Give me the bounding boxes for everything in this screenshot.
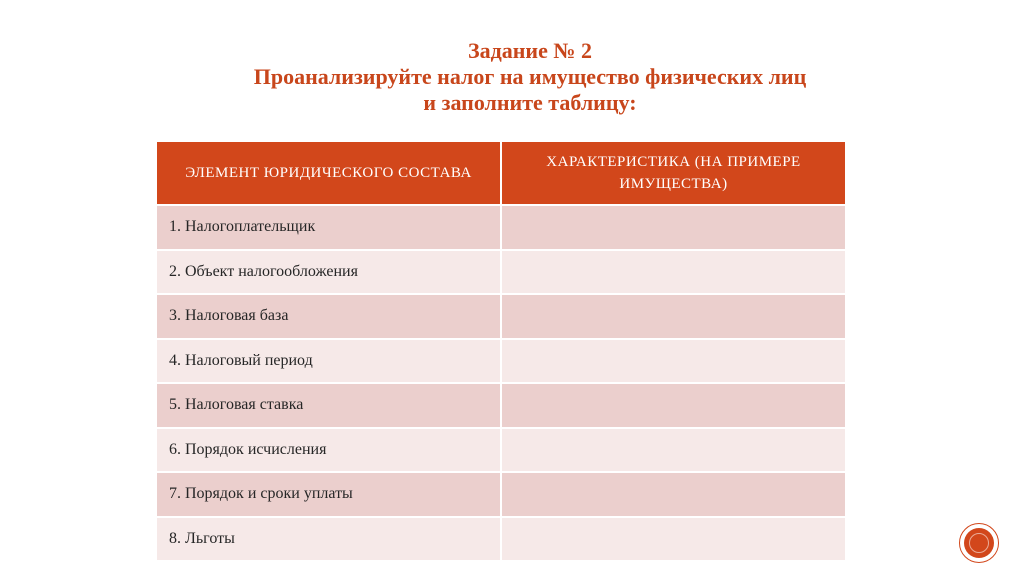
- slide-title: [100, 38, 960, 116]
- row-characteristic-cell[interactable]: [501, 517, 845, 561]
- row-characteristic-cell[interactable]: [501, 428, 845, 473]
- table-header-row: [157, 142, 845, 205]
- row-characteristic-cell[interactable]: [501, 472, 845, 517]
- table-row: [157, 205, 845, 250]
- row-element-cell: 3. Налоговая база: [157, 294, 501, 339]
- row-characteristic-cell[interactable]: [501, 205, 845, 250]
- table-row: [157, 383, 845, 428]
- row-element-cell: 6. Порядок исчисления: [157, 428, 501, 473]
- row-characteristic-cell[interactable]: [501, 294, 845, 339]
- row-element-cell: 1. Налогоплательщик: [157, 205, 501, 250]
- tax-elements-table: [157, 142, 845, 560]
- table-row: [157, 339, 845, 384]
- table-row: [157, 472, 845, 517]
- row-element-cell: 7. Порядок и сроки уплаты: [157, 472, 501, 517]
- row-element-cell: 8. Льготы: [157, 517, 501, 561]
- table-row: [157, 517, 845, 561]
- row-element-cell: 5. Налоговая ставка: [157, 383, 501, 428]
- table-row: [157, 250, 845, 295]
- circle-nav-icon[interactable]: [959, 523, 999, 563]
- circle-nav-icon-inner: [964, 528, 994, 558]
- title-line-2: Проанализируйте налог на имущество физических лиц: [253, 64, 807, 89]
- row-characteristic-cell[interactable]: [501, 339, 845, 384]
- row-characteristic-cell[interactable]: [501, 383, 845, 428]
- title-line-1: Задание № 2: [468, 38, 592, 63]
- row-element-cell: 2. Объект налогообложения: [157, 250, 501, 295]
- row-characteristic-cell[interactable]: [501, 250, 845, 295]
- table-row: [157, 428, 845, 473]
- header-characteristic: ХАРАКТЕРИСТИКА (НА ПРИМЕРЕ ИМУЩЕСТВА): [501, 142, 845, 205]
- title-line-3: и заполните таблицу:: [423, 90, 637, 115]
- header-element: ЭЛЕМЕНТ ЮРИДИЧЕСКОГО СОСТАВА: [157, 142, 501, 205]
- row-element-cell: 4. Налоговый период: [157, 339, 501, 384]
- table-row: [157, 294, 845, 339]
